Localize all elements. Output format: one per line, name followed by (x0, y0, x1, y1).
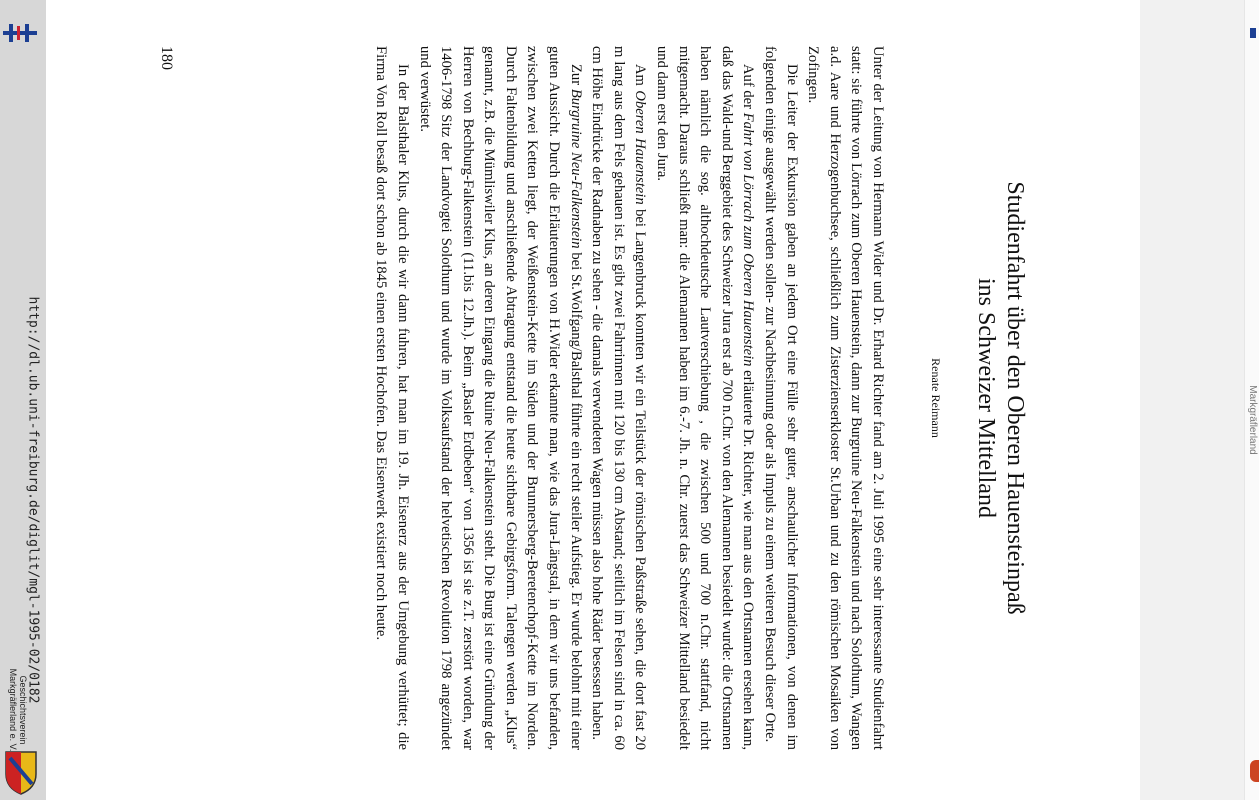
scanned-page (53, 0, 1133, 800)
viewer-left-margin (0, 0, 46, 800)
logo-fragment-icon (1250, 760, 1259, 782)
viewer-right-margin (1140, 0, 1259, 800)
article-body (370, 46, 888, 750)
library-mark-icon (1250, 28, 1256, 38)
society-name: Geschichtsverein Markgräflerland e. V. (8, 668, 28, 752)
article-title: Studienfahrt über den Oberen Hauensteinpaß ins Schweizer Mittelland (973, 181, 1028, 615)
university-library-logo-icon (3, 22, 37, 44)
sidebar-caption: Markgräflerland (1246, 385, 1258, 455)
paragraph: Am Oberen Hauenstein bei Langenbruck konnten wir ein Teilstück der römischen Paßstraße sehen, die dort fast 20 m lang aus dem Fels gehauen ist. Es gibt zwei Fahrrinnen mit 120 bis 130 cm Abstand; seitlich im Felsen sind in ca. 60 cm Höhe Eindrücke der Radnaben zu sehen - die damals verwendeten Wagen müssen also hohe Räder besessen haben. (589, 46, 649, 750)
paragraph: Die Leiter der Exkursion gaben an jedem Ort eine Fülle sehr guter, anschaulicher Informationen, von denen im folgenden einige ausgewählt werden sollen- zur Nachbesinnung oder als Impuls zu einem weiteren Besuch dieser Orte. (762, 46, 800, 750)
article-author: Renate Reimann (929, 358, 943, 438)
source-url[interactable]: http://dl.ub.uni-freiburg.de/diglit/mgl-1995-02/0182 (25, 296, 41, 704)
coat-of-arms-icon (2, 748, 40, 796)
paragraph: Unter der Leitung von Hermann Wider und Dr. Erhard Richter fand am 2. Juli 1995 eine sehr interessante Studienfahrt statt: sie führte von Lörrach zum Oberen Hauenstein, dann zur Burgruine Neu-Falkenstein und nach Solothurn, Wangen a.d. Aare und Herzogenbuchsee, schließlich zum Zisterzienserkloster St.Urban und zu den römischen Mosaiken von Zofingen. (805, 46, 886, 750)
page-number: 180 (158, 46, 175, 70)
document-page-viewer[interactable] (46, 0, 1140, 800)
paragraph: Auf der Fahrt von Lörrach zum Oberen Hauenstein erläuterte Dr. Richter, wie man aus den Ortsnamen ersehen kann, daß das Wald-und Berggebiet des Schweizer Jura erst ab 700 n.Chr. von den Alemannen besiedelt wurde: die Ortsnamen haben nämlich die sog. althochdeutsche Lautverschiebung , die zwischen 500 und 700 n.Chr. stattfand, nicht mitgemacht. Daraus schließt man: die Alemannen haben im 6.-7. Jh. n. Chr. zuerst das Schweizer Mittelland besiedelt und dann erst den Jura. (654, 46, 757, 750)
paragraph: Zur Burgruine Neu-Falkenstein bei St.Wolfgang/Balsthal führte ein recht steiler Aufstieg. Er wurde belohnt mit einer guten Aussicht. Durch die Erläuterungen von H.Wider erkannte man, wie das Jura-Längstal, in dem wir uns befanden, zwischen zwei Ketten liegt, der Weißenstein-Kette im Süden und der Brunnersberg-Beretenchopf-Kette im Norden. Durch Faltenbildung und anschließende Abtragung entstand die heute sichtbare Gebirgsform. Talengen werden „Klus“ genannt, z.B. die Mümliswiler Klus, an deren Eingang die Ruine Neu-Falkenstein steht. Die Burg ist eine Gründung der Herren von Bechburg-Falkenstein (11.bis 12.Jh.). Beim „Basler Erdbeben“ von 1356 ist sie z.T. zerstört worden, war 1406-1798 Sitz der Landvogtei Solothurn und wurde im Volksaufstand der helvetischen Revolution 1798 angezündet und verwüstet. (416, 46, 584, 750)
paragraph: In der Balsthaler Klus, durch die wir dann fuhren, hat man im 19. Jh. Eisenerz aus der Umgebung verhüttet; die Firma Von Roll besaß dort schon ab 1845 einen ersten Hochofen. Das Eisenwerk existiert noch heute. (373, 46, 411, 750)
